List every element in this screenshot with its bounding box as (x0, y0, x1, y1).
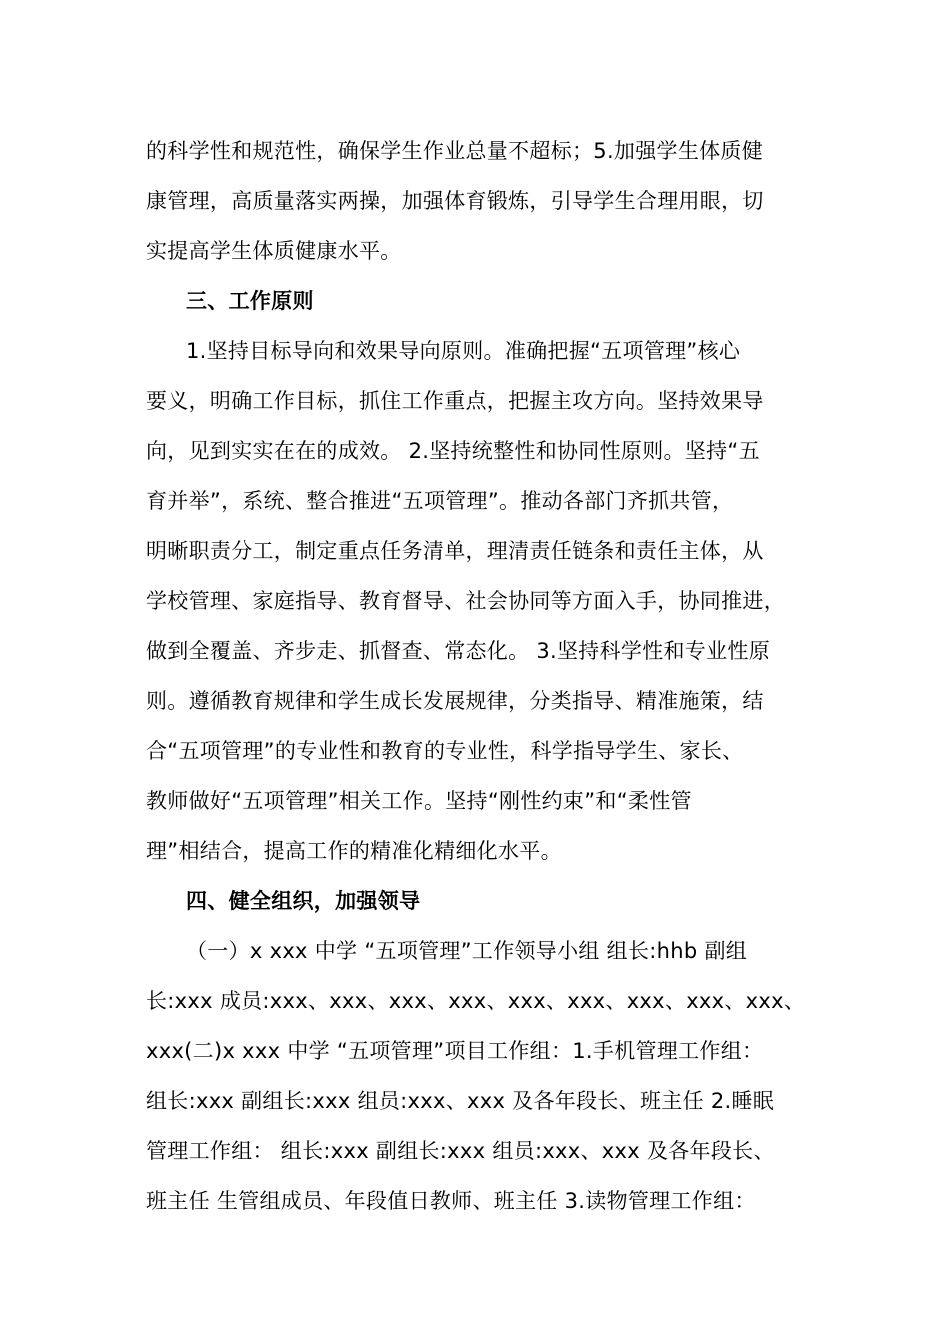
paragraph-line: 班主任 生管组成员、年段值日教师、班主任 3.读物管理工作组： (146, 1189, 756, 1213)
paragraph-line: （一）x xxx 中学 “五项管理”工作领导小组 组长:hhb 副组 (186, 939, 748, 963)
paragraph-line: 明晰职责分工，制定重点任务清单，理清责任链条和责任主体，从 (146, 539, 764, 563)
paragraph-line: 的科学性和规范性，确保学生作业总量不超标；5.加强学生体质健 (146, 139, 764, 163)
paragraph-line: 康管理，高质量落实两操，加强体育锻炼，引导学生合理用眼，切 (146, 189, 764, 213)
paragraph-line: 教师做好“五项管理”相关工作。坚持“刚性约束”和“柔性管 (146, 789, 692, 813)
section-heading-principles: 三、工作原则 (186, 289, 314, 313)
paragraph-line: 则。遵循教育规律和学生成长发展规律，分类指导、精准施策，结 (146, 689, 764, 713)
paragraph-line: 管理工作组： 组长:xxx 副组长:xxx 组员:xxx、xxx 及各年段长、 (146, 1139, 775, 1163)
paragraph-line: 合“五项管理”的专业性和教育的专业性，科学指导学生、家长、 (146, 739, 744, 763)
section-heading-organization: 四、健全组织，加强领导 (186, 889, 421, 913)
paragraph-line: 学校管理、家庭指导、教育督导、社会协同等方面入手，协同推进， (146, 589, 785, 613)
paragraph-line: 做到全覆盖、齐步走、抓督查、常态化。 3.坚持科学性和专业性原 (146, 639, 771, 663)
paragraph-line: 向，见到实实在在的成效。 2.坚持统整性和协同性原则。坚持“五 (146, 439, 760, 463)
paragraph-line: 实提高学生体质健康水平。 (146, 239, 402, 263)
paragraph-line: 组长:xxx 副组长:xxx 组员:xxx、xxx 及各年段长、班主任 2.睡眠 (146, 1089, 775, 1113)
paragraph-line: 理”相结合，提高工作的精准化精细化水平。 (146, 839, 562, 863)
paragraph-line: 1.坚持目标导向和效果导向原则。准确把握“五项管理”核心 (186, 339, 741, 363)
paragraph-line: 长:xxx 成员:xxx、xxx、xxx、xxx、xxx、xxx、xxx、xxx、xxx、 (146, 989, 806, 1013)
paragraph-line: 要义，明确工作目标，抓住工作重点，把握主攻方向。坚持效果导 (146, 389, 764, 413)
paragraph-line: 育并举”，系统、整合推进“五项管理”。推动各部门齐抓共管， (146, 489, 734, 513)
paragraph-line: xxx(二)x xxx 中学 “五项管理”项目工作组：1.手机管理工作组： (146, 1039, 764, 1063)
